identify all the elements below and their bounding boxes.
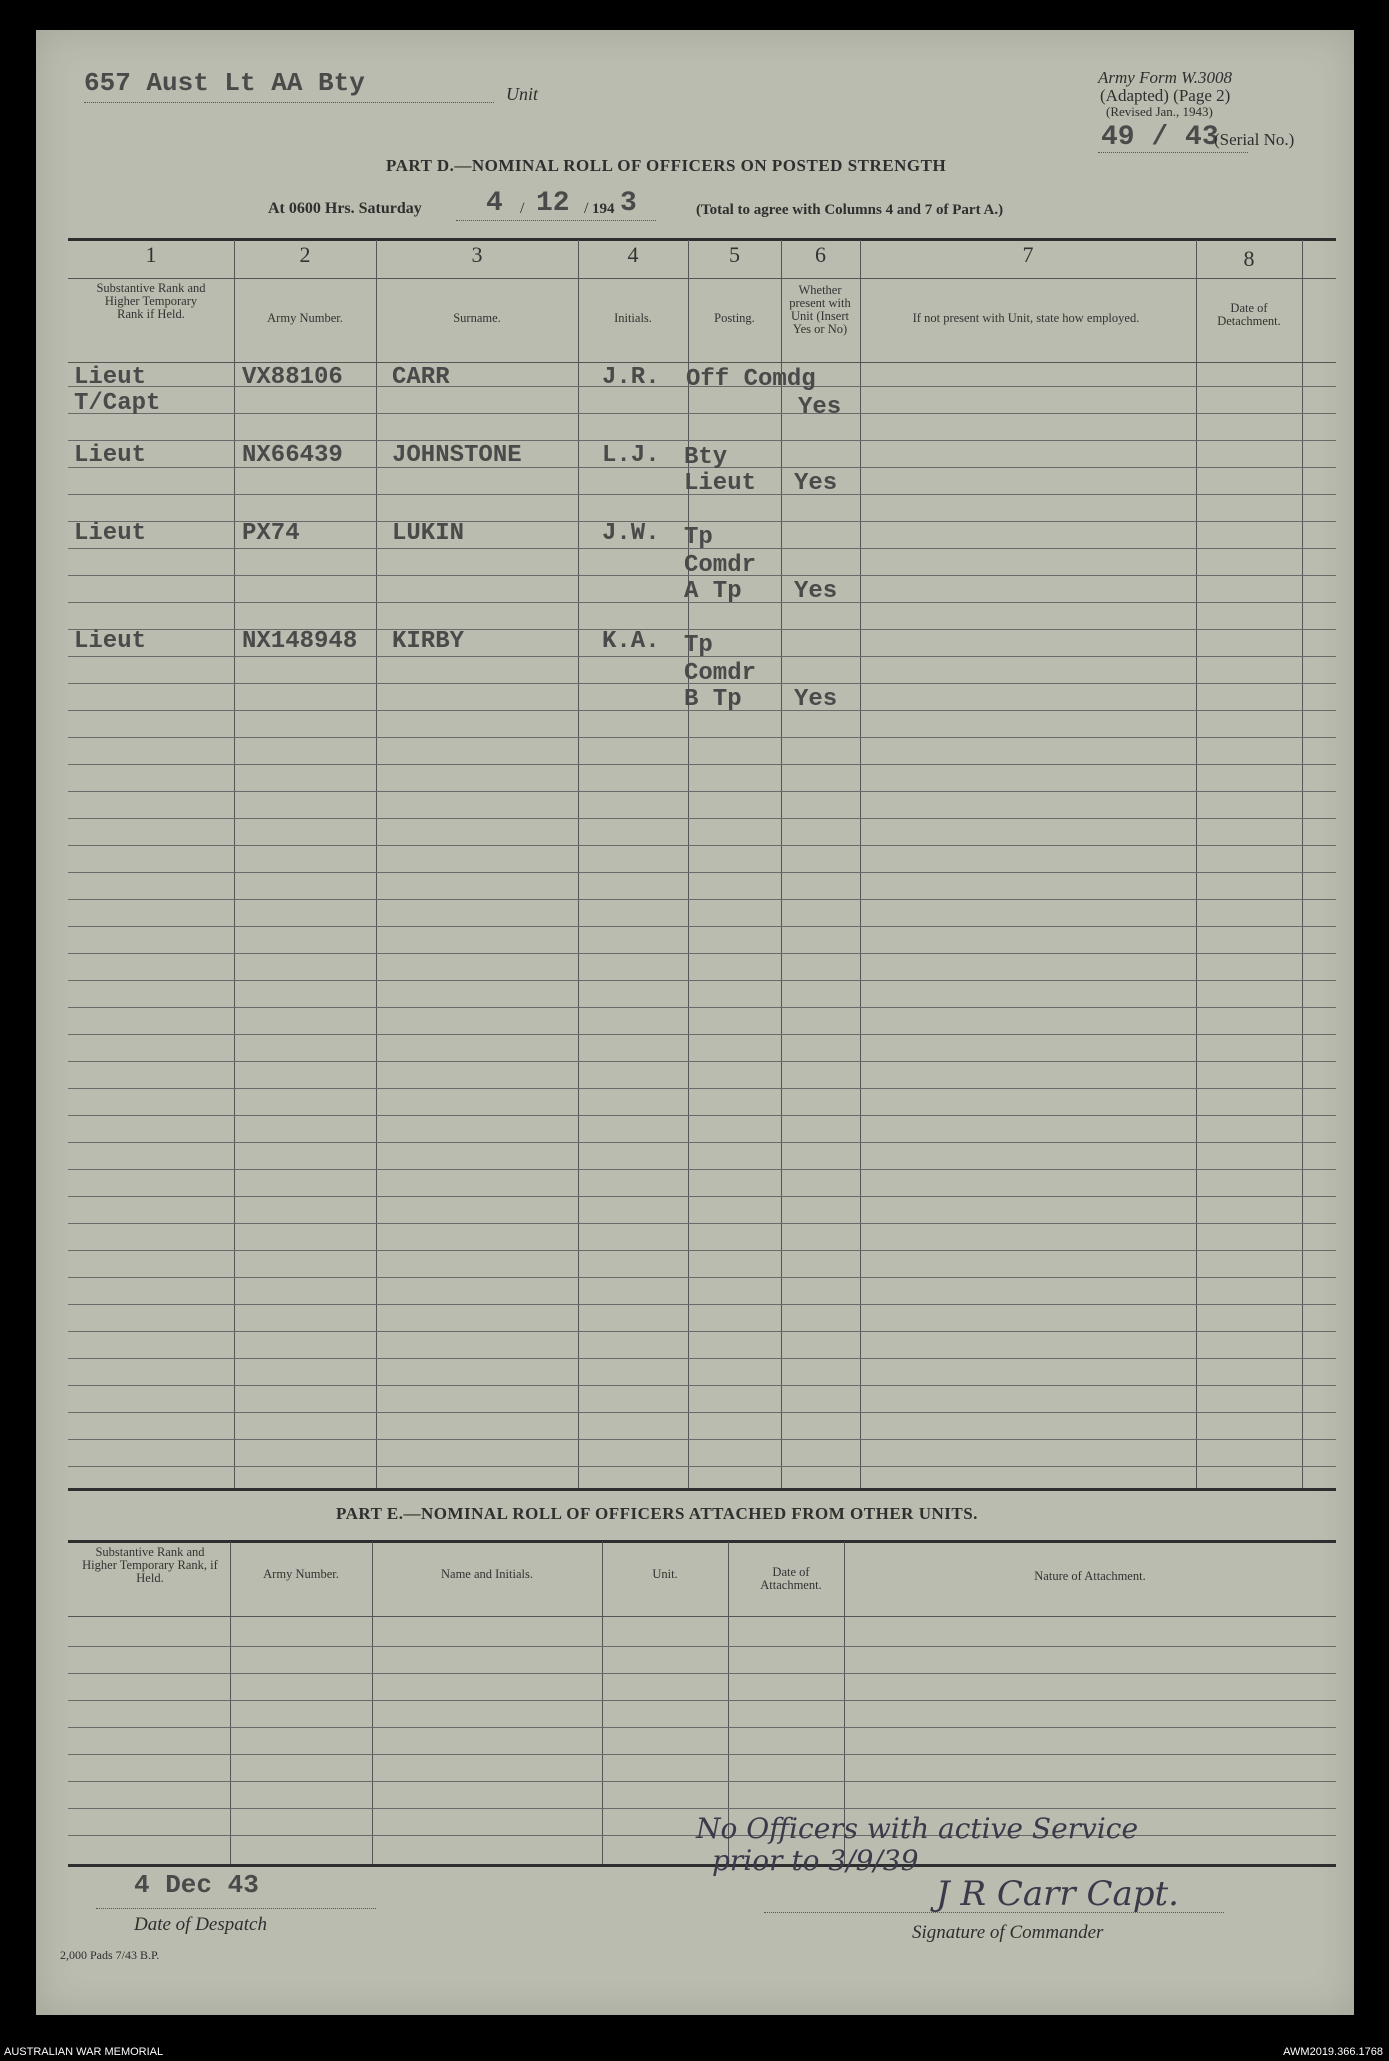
part-e-bottom-rule <box>68 1864 1336 1867</box>
col-header-surname: Surname. <box>453 311 501 325</box>
serial-underline <box>1098 152 1248 153</box>
e-col-header-army-number: Army Number. <box>263 1567 339 1581</box>
part-d-bottom-rule <box>68 1488 1336 1491</box>
row2-rank-1: Lieut <box>74 442 147 469</box>
row3-present: Yes <box>794 578 838 605</box>
unit-label: Unit <box>506 84 539 104</box>
despatch-label: Date of Despatch <box>134 1914 267 1935</box>
row4-present: Yes <box>794 686 838 713</box>
row2-posting-1: Bty <box>684 444 728 471</box>
ruled-line <box>68 1115 1336 1116</box>
col-num-3: 3 <box>471 242 483 267</box>
ruled-line <box>68 926 1336 927</box>
ruled-line <box>68 1304 1336 1305</box>
ruled-line <box>68 791 1336 792</box>
row3-posting-3: A Tp <box>684 578 742 605</box>
part-d-top-rule <box>68 238 1336 241</box>
date-day: 4 <box>486 188 503 219</box>
row3-army-number: PX74 <box>242 520 300 547</box>
archive-reference: AWM2019.366.1768 <box>1283 2046 1383 2058</box>
ruled-line <box>68 1196 1336 1197</box>
form-name: Army Form W.3008 <box>1098 68 1232 87</box>
archive-credit: AUSTRALIAN WAR MEMORIAL <box>4 2046 164 2058</box>
serial-value: 49 / 43 <box>1101 122 1219 153</box>
row4-surname: KIRBY <box>392 628 465 655</box>
e-col-header-nature: Nature of Attachment. <box>1034 1569 1146 1583</box>
col-num-2: 2 <box>299 242 311 267</box>
ruled-line <box>68 1754 1336 1755</box>
ruled-line <box>68 872 1336 873</box>
ruled-line <box>68 1169 1336 1170</box>
row3-initials: J.W. <box>602 520 660 547</box>
e-col-header-rank: Substantive Rank and Higher Temporary Rank, if Held. <box>82 1545 218 1585</box>
col-num-4: 4 <box>627 242 639 267</box>
row4-posting-3: B Tp <box>684 686 742 713</box>
row4-army-number: NX148948 <box>242 628 358 655</box>
part-d-title: PART D.—NOMINAL ROLL OF OFFICERS ON POSTED STRENGTH <box>386 156 947 175</box>
despatch-date: 4 Dec 43 <box>134 1870 259 1900</box>
ruled-line <box>68 1808 1336 1809</box>
ruled-line <box>68 899 1336 900</box>
col-header-detachment: Date of Detachment. <box>1217 301 1281 328</box>
ruled-line <box>68 440 1336 441</box>
printer-note: 2,000 Pads 7/43 B.P. <box>60 1948 160 1962</box>
at-prefix: At 0600 Hrs. Saturday <box>268 200 422 217</box>
row2-surname: JOHNSTONE <box>392 442 522 469</box>
row1-rank-2: T/Capt <box>74 390 161 417</box>
date-year-digit: 3 <box>620 188 637 219</box>
commander-signature: J R Carr Capt. <box>936 1874 1179 1914</box>
form-adapted: (Adapted) (Page 2) <box>1100 86 1231 105</box>
ruled-line <box>68 818 1336 819</box>
col-header-posting: Posting. <box>714 311 755 325</box>
ruled-line <box>68 1007 1336 1008</box>
row3-rank-1: Lieut <box>74 520 147 547</box>
col-header-initials: Initials. <box>614 311 652 325</box>
row4-rank-1: Lieut <box>74 628 147 655</box>
signature-label: Signature of Commander <box>912 1922 1104 1943</box>
row3-surname: LUKIN <box>392 520 465 547</box>
ruled-line <box>68 953 1336 954</box>
e-col-header-date: Date of Attachment. <box>760 1565 822 1592</box>
ruled-line <box>68 1358 1336 1359</box>
ruled-line <box>68 1727 1336 1728</box>
row1-rank-1: Lieut <box>74 364 147 391</box>
part-e-title: PART E.—NOMINAL ROLL OF OFFICERS ATTACHED FROM OTHER UNITS. <box>336 1504 978 1523</box>
handwritten-note-line1: No Officers with active Service <box>696 1812 1139 1845</box>
col-header-present: Whether present with Unit (Insert Yes or No) <box>789 283 851 336</box>
col-header-army-number: Army Number. <box>267 311 343 325</box>
ruled-line <box>68 1142 1336 1143</box>
row4-posting-2: Comdr <box>684 660 757 687</box>
date-underline <box>456 220 656 221</box>
row2-army-number: NX66439 <box>242 442 343 469</box>
col-num-1: 1 <box>145 242 157 267</box>
row3-posting-2: Comdr <box>684 552 757 579</box>
ruled-line <box>68 1781 1336 1782</box>
row1-initials: J.R. <box>602 364 660 391</box>
ruled-line <box>68 1277 1336 1278</box>
date-month: 12 <box>536 188 570 219</box>
row2-posting-2: Lieut <box>684 470 757 497</box>
serial-label: (Serial No.) <box>1214 130 1295 149</box>
form-revised: (Revised Jan., 1943) <box>1106 104 1213 119</box>
ruled-line <box>68 1700 1336 1701</box>
signature-underline <box>764 1912 1224 1913</box>
row4-posting-1: Tp <box>684 632 713 659</box>
total-note: (Total to agree with Columns 4 and 7 of Part A.) <box>696 202 1004 218</box>
col-num-8: 8 <box>1243 246 1255 271</box>
e-col-header-name: Name and Initials. <box>441 1567 533 1581</box>
col-num-7: 7 <box>1022 242 1034 267</box>
col-header-employed: If not present with Unit, state how employed. <box>912 311 1140 325</box>
unit-underline <box>84 102 494 103</box>
row1-army-number: VX88106 <box>242 364 343 391</box>
ruled-line <box>68 764 1336 765</box>
ruled-line <box>68 1646 1336 1647</box>
ruled-line <box>68 1385 1336 1386</box>
ruled-line <box>68 1412 1336 1413</box>
row2-initials: L.J. <box>602 442 660 469</box>
row1-present: Yes <box>798 394 842 421</box>
ruled-line <box>68 1331 1336 1332</box>
row3-posting-1: Tp <box>684 524 713 551</box>
row1-posting-1: Off Comdg <box>686 366 816 393</box>
e-col-header-unit: Unit. <box>652 1567 678 1581</box>
ruled-line <box>68 1061 1336 1062</box>
form-page: 657 Aust Lt AA Bty Unit Army Form W.3008 (Adapted) (Page 2) (Revised Jan., 1943) 49 / 43 (Serial No.) PART D.—NOMINAL ROLL OF OFFICERS ON POSTED STRENGTH At 0600 Hrs. Saturday 4 / 12 / 194 3 (Total to agree with Columns 4 and 7 of Part A.) 1 2 3 4 5 6 7 8 Substantive Rank and Higher Temporary Rank if Held. Army Number. Surname. Initials. Posting. Whether present with Unit (Insert Yes or No) If not present with Unit, state how employed. Date of Detachment. Lieut T/Capt VX88106 CARR J.R. Off Comdg Yes Lieut NX66439 JOHNSTONE L.J. Bty Lieut Yes Lieut PX74 LUKIN J.W. Tp Comdr A Tp Yes Lieut NX148948 KIRBY K.A. Tp Comdr B Tp Yes PART E.—NOMINAL ROLL OF OFFICERS ATTACHED FROM OTHER UNITS. Substantive Rank and Higher Temporary Rank, if Held. Army Number. Name and Initials. Unit. Date of Attachment. Nature of Attachment. No Officers with active Service prior to 3/9/39 4 Dec 43 Date of Despatch J R Carr Capt. Signature of Commander 2,000 Pads 7/43 B.P. <box>36 30 1354 2015</box>
ruled-line <box>68 1673 1336 1674</box>
part-e-top-rule <box>68 1540 1336 1543</box>
ruled-line <box>68 737 1336 738</box>
ruled-line <box>68 845 1336 846</box>
ruled-line <box>68 1034 1336 1035</box>
col-header-rank: Substantive Rank and Higher Temporary Rank if Held. <box>96 281 206 321</box>
ruled-line <box>68 980 1336 981</box>
col-num-5: 5 <box>729 242 740 267</box>
ruled-line <box>68 1223 1336 1224</box>
ruled-line <box>68 1088 1336 1089</box>
handwritten-note-line2: prior to 3/9/39 <box>712 1844 919 1877</box>
ruled-line <box>68 1250 1336 1251</box>
unit-value: 657 Aust Lt AA Bty <box>84 68 365 98</box>
despatch-underline <box>96 1908 376 1909</box>
ruled-line <box>68 1466 1336 1467</box>
row1-surname: CARR <box>392 364 450 391</box>
col-num-6: 6 <box>815 242 826 267</box>
date-year-prefix: 194 <box>592 201 615 217</box>
ruled-line <box>68 1439 1336 1440</box>
row4-initials: K.A. <box>602 628 660 655</box>
row2-present: Yes <box>794 470 838 497</box>
ruled-line <box>68 413 1336 414</box>
